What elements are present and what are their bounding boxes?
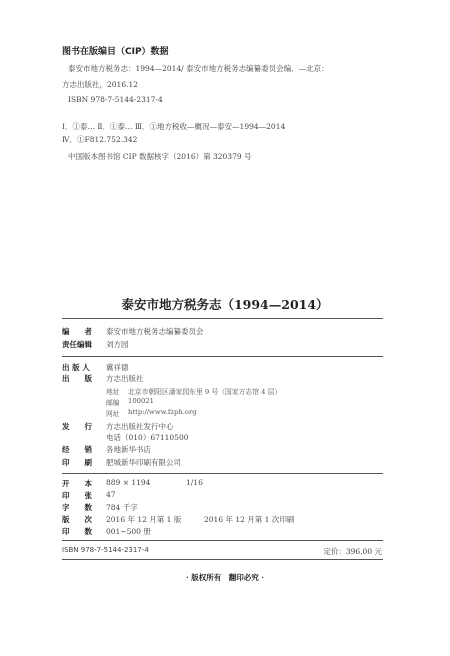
- divider: [62, 318, 383, 319]
- zip-label: 邮编: [106, 399, 120, 407]
- edition-value: 2016 年 12 月第 1 版: [106, 515, 182, 524]
- distributor-label: 发 行: [62, 422, 92, 431]
- printer-value: 肥城新华印刷有限公司: [106, 458, 181, 467]
- sheets-label: 印 张: [62, 491, 92, 500]
- printing-value: 2016 年 12 月第 1 次印刷: [204, 515, 295, 524]
- format-value: 889 × 1194: [106, 478, 151, 487]
- printer-label: 印 刷: [62, 458, 92, 467]
- divider: [62, 559, 383, 560]
- publisher-value: 方志出版社: [106, 374, 144, 383]
- seller-label: 经 销: [62, 445, 92, 454]
- word-count-value: 784 千字: [106, 503, 138, 512]
- cip-line-1: 泰安市地方税务志：1994—2014/ 泰安市地方税务志编纂委员会编．—北京：: [68, 64, 329, 73]
- divider: [62, 473, 383, 474]
- zip-value: 100021: [128, 397, 154, 405]
- price: 定价：396.00 元: [323, 547, 382, 556]
- website-label: 网址: [106, 410, 120, 418]
- publisher-person-value: 冀祥德: [106, 363, 129, 372]
- cip-line-2: 方志出版社，2016.12: [62, 80, 139, 89]
- print-run-label: 印 数: [62, 527, 92, 536]
- book-title: 泰安市地方税务志（1994—2014）: [121, 297, 329, 312]
- seller-value: 各地新华书店: [106, 445, 151, 454]
- word-count-label: 字 数: [62, 503, 92, 512]
- editor-value: 泰安市地方税务志编纂委员会: [106, 327, 204, 336]
- address-value: 北京市朝阳区潘家园东里 9 号（国家方志馆 4 层）: [128, 388, 282, 396]
- cip-record: 中国版本图书馆 CIP 数据核字（2016）第 320379 号: [68, 152, 252, 161]
- divider: [62, 540, 383, 541]
- address-label: 地址: [106, 388, 120, 396]
- publisher-person-label: 出 版 人: [62, 363, 90, 372]
- website-value: http://www.fzph.org: [128, 408, 197, 416]
- copyright-notice: · 版权所有 翻印必究 ·: [186, 573, 264, 582]
- editor-label: 编 者: [62, 327, 92, 336]
- edition-label: 版 次: [62, 515, 92, 524]
- sheets-value: 47: [106, 490, 116, 499]
- publisher-label: 出 版: [62, 374, 92, 383]
- responsible-editor-label: 责任编辑: [62, 340, 92, 349]
- isbn-bottom: ISBN 978-7-5144-2317-4: [62, 546, 149, 554]
- divider: [62, 356, 383, 357]
- cip-heading: 图书在版编目（CIP）数据: [62, 47, 169, 57]
- cip-classification: Ⅰ．①泰… Ⅱ．①泰… Ⅲ．①地方税收—概况—泰安—1994—2014: [62, 122, 286, 131]
- cip-classification-code: Ⅳ．①F812.752.342: [62, 135, 138, 144]
- format-label: 开 本: [62, 479, 92, 488]
- responsible-editor-value: 刘方园: [106, 340, 129, 349]
- distributor-phone: 电话（010）67110500: [106, 433, 189, 442]
- cip-isbn: ISBN 978-7-5144-2317-4: [68, 95, 163, 104]
- print-run-value: 001~500 册: [106, 527, 151, 536]
- distributor-value: 方志出版社发行中心: [106, 422, 174, 431]
- format-fraction: 1/16: [186, 478, 203, 487]
